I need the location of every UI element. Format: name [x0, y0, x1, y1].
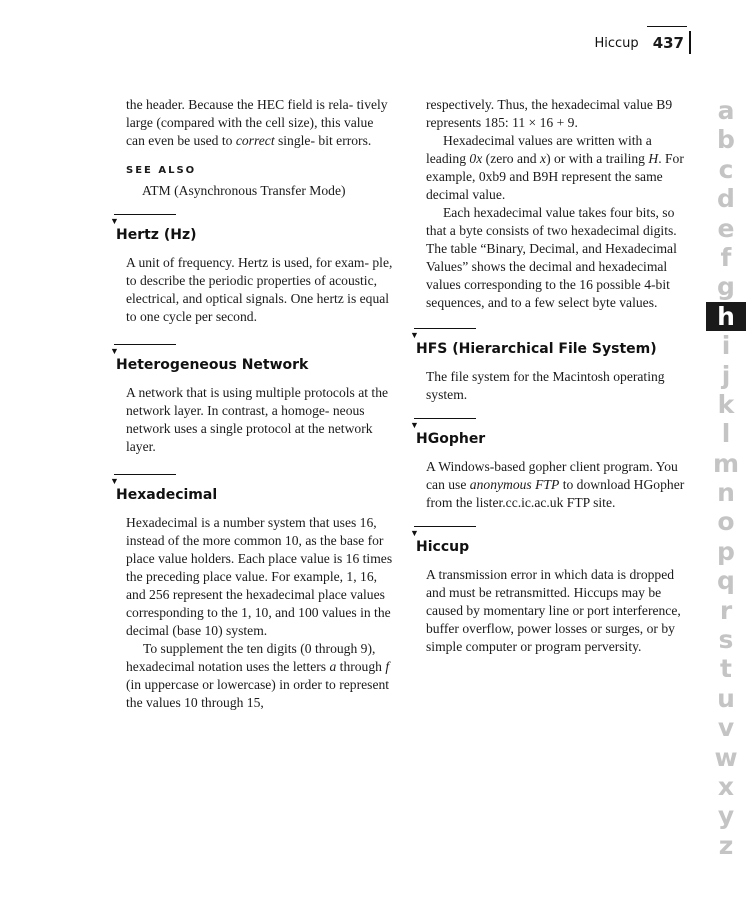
entry-title: Hertz (Hz): [116, 227, 197, 243]
alphabet-tab-n: n: [717, 478, 735, 508]
alphabet-tab-j: j: [721, 360, 731, 390]
page-number: 437: [653, 31, 691, 54]
alphabet-tab-o: o: [717, 507, 735, 537]
entry-title: Heterogeneous Network: [116, 357, 309, 373]
running-header: [595, 28, 692, 54]
intro-paragraph: the header. Because the HEC field is rela- tively large (compared with the cell size), this value can even be used to correct single- bit errors.: [126, 97, 388, 148]
entry-hexadecimal: [110, 474, 394, 712]
entry-marker: ▼: [110, 214, 394, 226]
entry-body: A transmission error in which data is dropped and must be retransmitted. Hiccups may be caused by momentary line or port interference, buffer overflow, power losses or surges, or by simple computer or program perversity.: [426, 567, 681, 654]
entry-hiccup: [410, 526, 694, 656]
entry-title: Hexadecimal: [116, 487, 218, 503]
alphabet-tab-m: m: [712, 448, 740, 478]
alphabet-tab-x: x: [717, 771, 735, 801]
entry-hfs: [410, 328, 694, 404]
see-also-label: SEE ALSO: [126, 165, 197, 176]
alphabet-tab-g: g: [717, 272, 735, 302]
alphabet-tab-s: s: [718, 625, 734, 655]
alphabet-tab-q: q: [717, 566, 735, 596]
entry-marker: ▼: [410, 418, 694, 430]
alphabet-tab-w: w: [714, 742, 738, 772]
entry-title: HGopher: [416, 431, 486, 447]
entry-body: A network that is using multiple protocols at the network layer. In contrast, a homoge- neous network uses a single protocol at the network layer.: [126, 385, 389, 454]
see-also-link: ATM (Asynchronous Transfer Mode): [142, 183, 346, 198]
alphabet-tab-y: y: [717, 801, 735, 831]
entry-heterogeneous-network: [110, 344, 394, 456]
entry-title: HFS (Hierarchical File System): [416, 341, 657, 357]
hex-bits-paragraph: Each hexadecimal value takes four bits, so that a byte consists of two hexadecimal digits. The table “Binary, Decimal, and Hexadecimal Values” shows the decimal and hexadecimal values corresponding to the 16 possible 4-bit sequences, and to a few select byte values.: [426, 205, 677, 310]
alphabet-tab-f: f: [720, 242, 732, 272]
alphabet-tab-v: v: [717, 713, 735, 743]
alphabet-tab-k: k: [717, 389, 735, 419]
entry-body: A unit of frequency. Hertz is used, for exam- ple, to describe the periodic properties of acoustic, electrical, and optical signals. One hertz is equal to one cycle per second.: [126, 255, 393, 324]
right-column: [410, 96, 694, 656]
alphabet-tab-a: a: [717, 96, 735, 125]
entry-body-continued: To supplement the ten digits (0 through 9), hexadecimal notation uses the letters a through f (in uppercase or lowercase) in order to represent the values 10 through 15,: [126, 641, 390, 710]
entry-hgopher: [410, 418, 694, 512]
running-title: Hiccup: [594, 36, 639, 51]
left-column: [110, 96, 394, 712]
entry-body: The file system for the Macintosh operating system.: [426, 369, 665, 402]
header-rule: [647, 26, 687, 27]
entry-hertz: [110, 214, 394, 326]
alphabet-tab-p: p: [717, 536, 735, 566]
alphabet-tab-t: t: [720, 654, 732, 684]
alphabet-tab-c: c: [718, 154, 734, 184]
alphabet-tab-u: u: [717, 683, 735, 713]
alphabet-tab-h: h: [706, 302, 746, 331]
alphabet-tab-d: d: [717, 184, 735, 214]
entry-marker: ▼: [110, 344, 394, 356]
entry-body: Hexadecimal is a number system that uses 16, instead of the more common 10, as the base for place value holders. Each place value is 16 times the preceding place value. For example, 1, 16, and 256 represent the hexadecimal place values corresponding to the 1, 10, and 100 values in the decimal (base 10) system.: [126, 515, 393, 638]
entry-title: Hiccup: [416, 539, 470, 555]
alphabet-tab-r: r: [719, 595, 733, 625]
entry-body: A Windows-based gopher client program. You can use anonymous FTP to download HGopher from the lister.cc.ic.ac.uk FTP site.: [426, 459, 685, 510]
alphabet-thumb-index: [706, 96, 746, 860]
alphabet-tab-l: l: [721, 419, 731, 449]
hex-notation-paragraph: Hexadecimal values are written with a leading 0x (zero and x) or with a trailing H. For example, 0xb9 and B9H represent the same decimal value.: [426, 133, 684, 202]
hex-continuation: respectively. Thus, the hexadecimal value B9 represents 185: 11 × 16 + 9.: [426, 97, 673, 130]
alphabet-tab-i: i: [721, 331, 731, 361]
alphabet-tab-z: z: [718, 830, 734, 860]
alphabet-tab-e: e: [717, 213, 735, 243]
entry-marker: ▼: [410, 328, 694, 340]
entry-marker: ▼: [110, 474, 394, 486]
entry-marker: ▼: [410, 526, 694, 538]
alphabet-tab-b: b: [717, 125, 735, 155]
